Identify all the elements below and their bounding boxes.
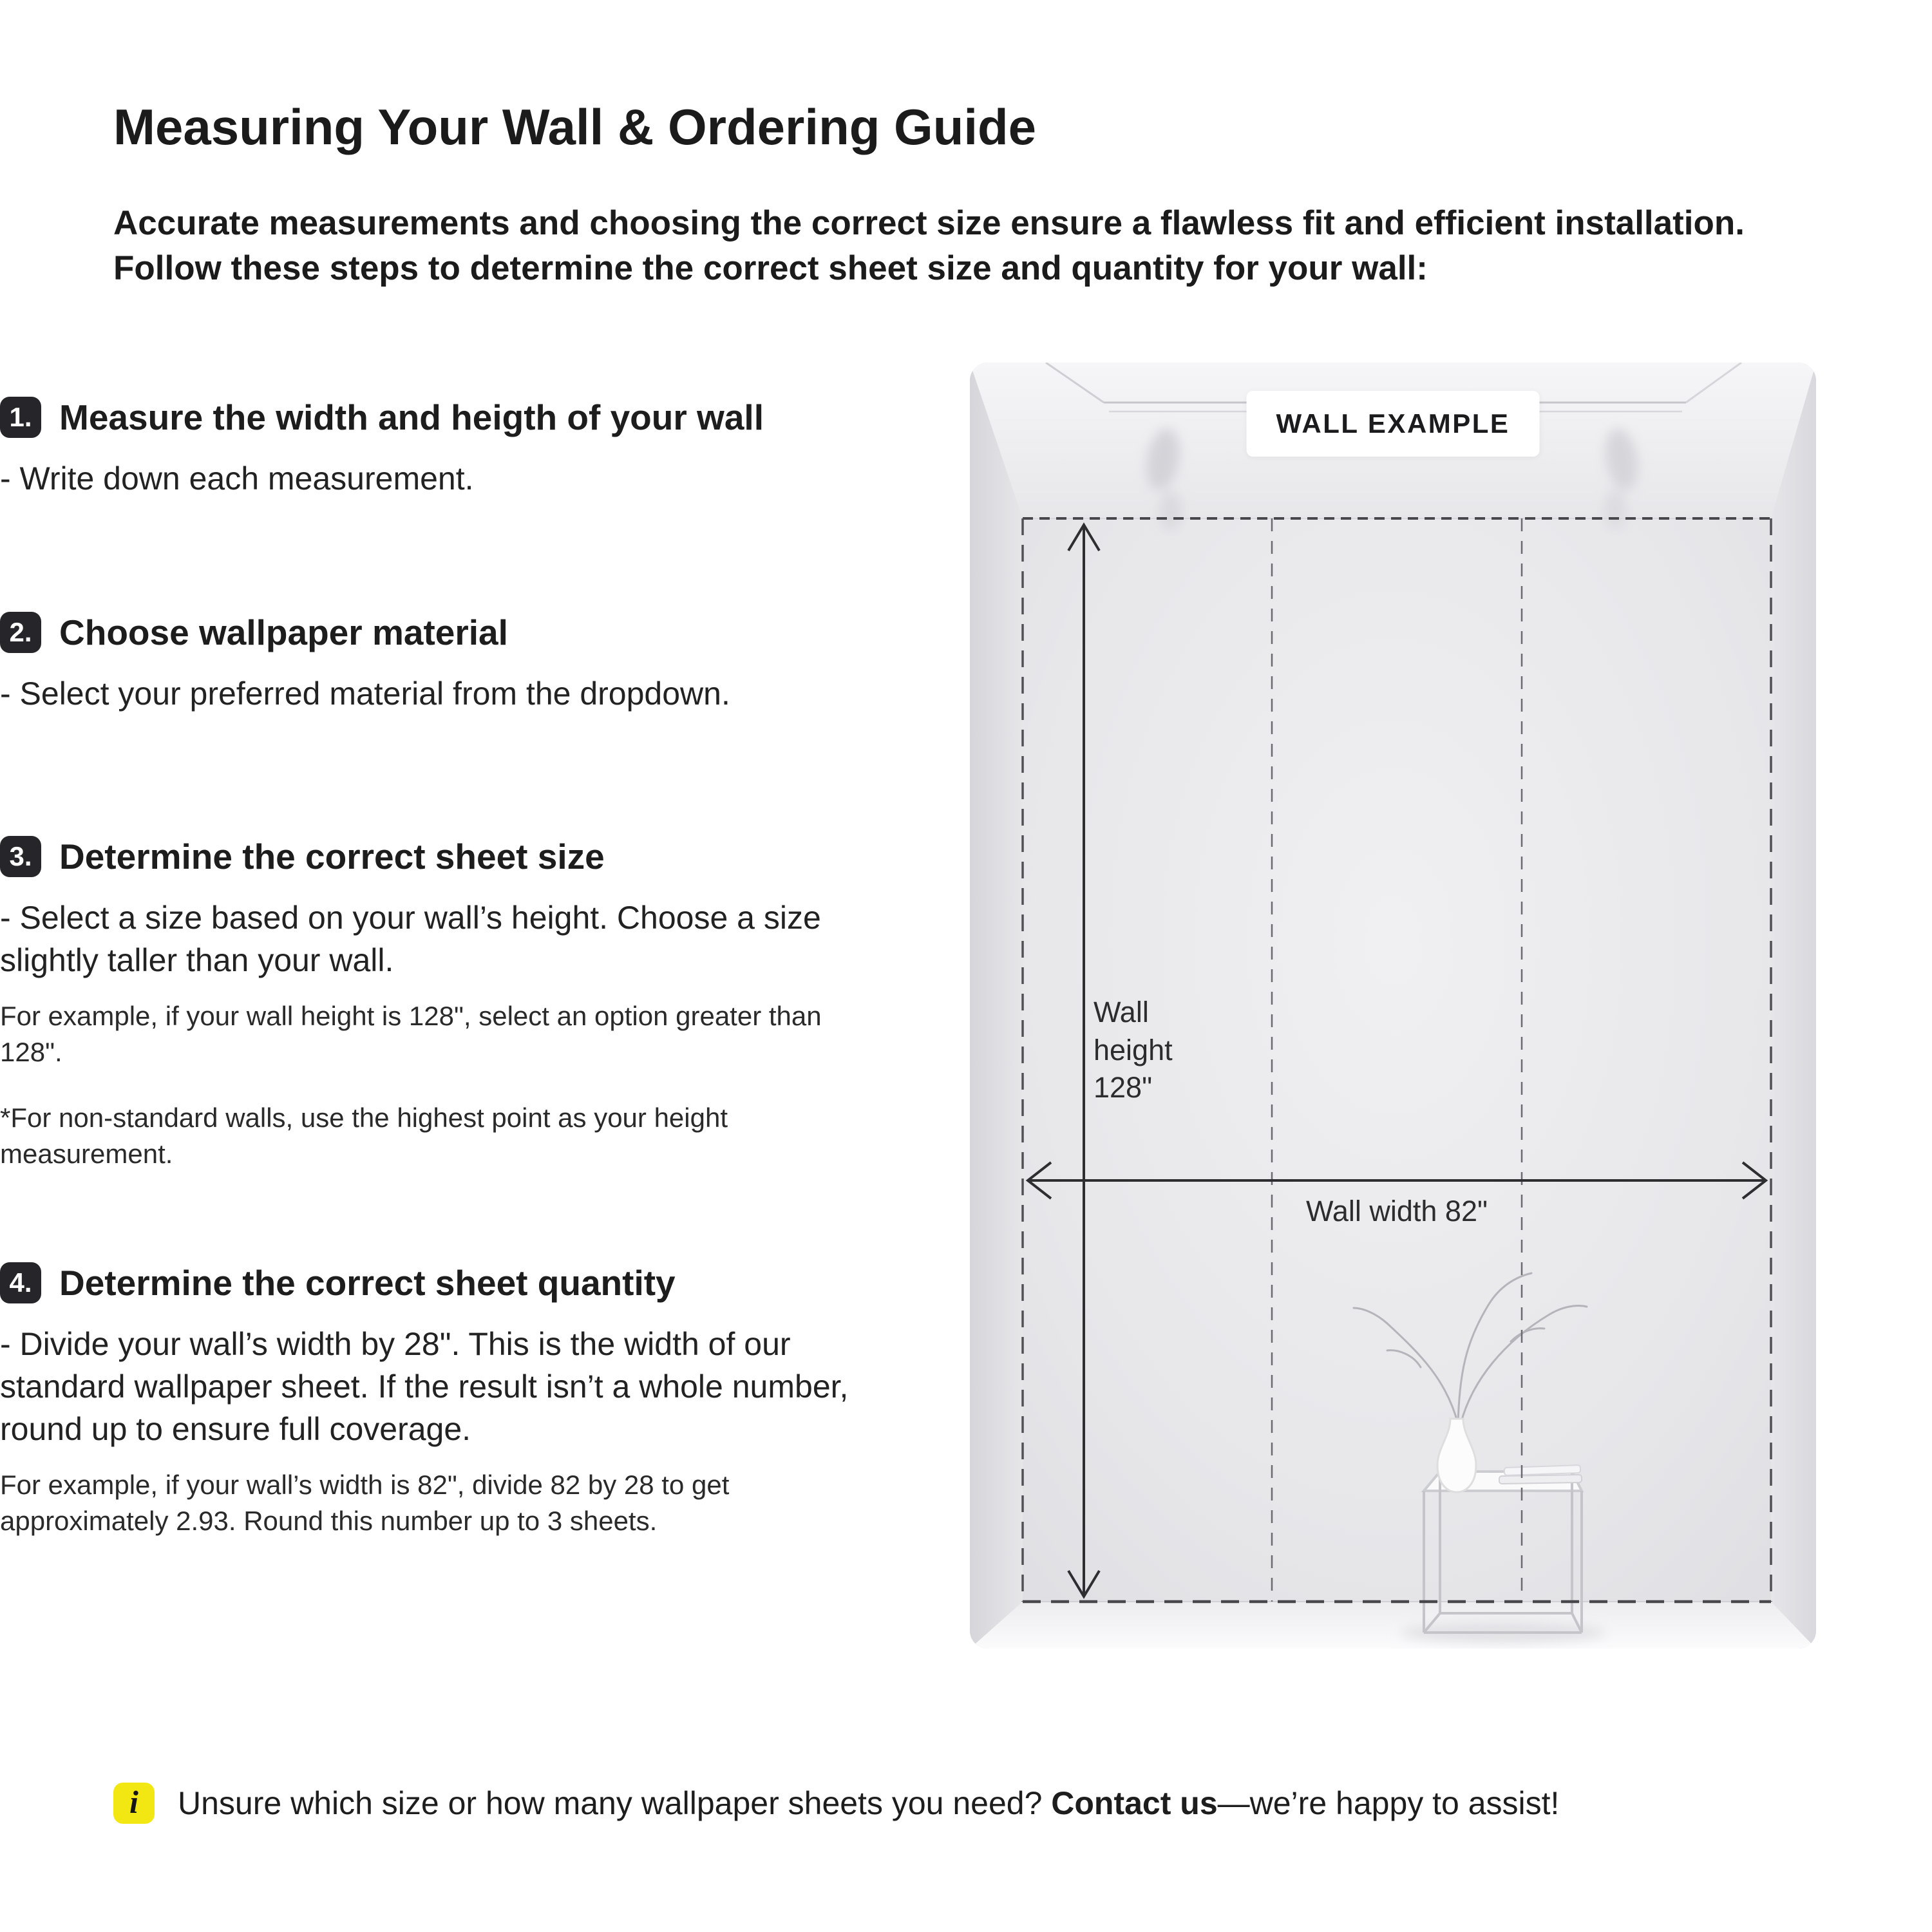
step-4-number-badge: 4. [0, 1262, 41, 1303]
step-4-title: Determine the correct sheet quantity [59, 1263, 676, 1303]
step-4-body: - Divide your wall’s width by 28". This is the width of our standard wallpaper sheet. If the result isn’t a whole number, round up to ensure full coverage. [0, 1326, 849, 1447]
step-2-title: Choose wallpaper material [59, 612, 508, 652]
intro-line-2: Follow these steps to determine the correct sheet size and quantity for your wall: [113, 249, 1428, 288]
step-2-number-badge: 2. [0, 612, 41, 653]
step-1 [0, 397, 850, 500]
step-3-number-badge: 3. [0, 836, 41, 877]
books [1499, 1465, 1582, 1484]
step-2 [0, 612, 850, 715]
page-title: Measuring Your Wall & Ordering Guide [113, 99, 1037, 155]
step-4-example: For example, if your wall’s width is 82", divide 82 by 28 to get approximately 2.93. Round this number up to 3 sheets. [0, 1470, 730, 1536]
footer-help-note [113, 1783, 1839, 1824]
step-3-header [0, 836, 850, 877]
step-3-note: *For non-standard walls, use the highest point as your height measurement. [0, 1102, 728, 1169]
step-3-example: For example, if your wall height is 128", select an option greater than 128". [0, 1001, 822, 1067]
step-2-header [0, 612, 850, 653]
footer-text [178, 1783, 1559, 1824]
step-4-header [0, 1262, 850, 1303]
step-3 [0, 836, 850, 1171]
info-icon: i [113, 1783, 155, 1824]
step-3-body: - Select a size based on your wall’s height. Choose a size slightly taller than your wall. [0, 900, 821, 978]
left-side-wall [970, 363, 1023, 1649]
intro-line-1: Accurate measurements and choosing the correct size ensure a flawless fit and efficient installation. [113, 204, 1745, 242]
step-1-header [0, 397, 850, 438]
right-side-wall [1771, 363, 1816, 1649]
footer-text-before: Unsure which size or how many wallpaper sheets you need? [178, 1785, 1052, 1821]
intro-paragraph [113, 201, 1839, 292]
step-1-number-badge: 1. [0, 397, 41, 438]
wall-example-photo [970, 363, 1816, 1649]
wall-example-badge: WALL EXAMPLE [1247, 391, 1540, 457]
wall-width-label: Wall width 82" [1306, 1195, 1488, 1227]
contact-us-link[interactable]: Contact us [1051, 1785, 1218, 1821]
step-2-body: - Select your preferred material from the dropdown. [0, 676, 730, 712]
floor [970, 1602, 1816, 1649]
footer-text-after: —we’re happy to assist! [1217, 1785, 1560, 1821]
step-4 [0, 1262, 850, 1539]
step-1-body: - Write down each measurement. [0, 460, 474, 497]
wall-height-label: Wall height 128" [1094, 996, 1173, 1104]
step-1-title: Measure the width and heigth of your wall [59, 397, 764, 437]
step-3-title: Determine the correct sheet size [59, 837, 605, 876]
